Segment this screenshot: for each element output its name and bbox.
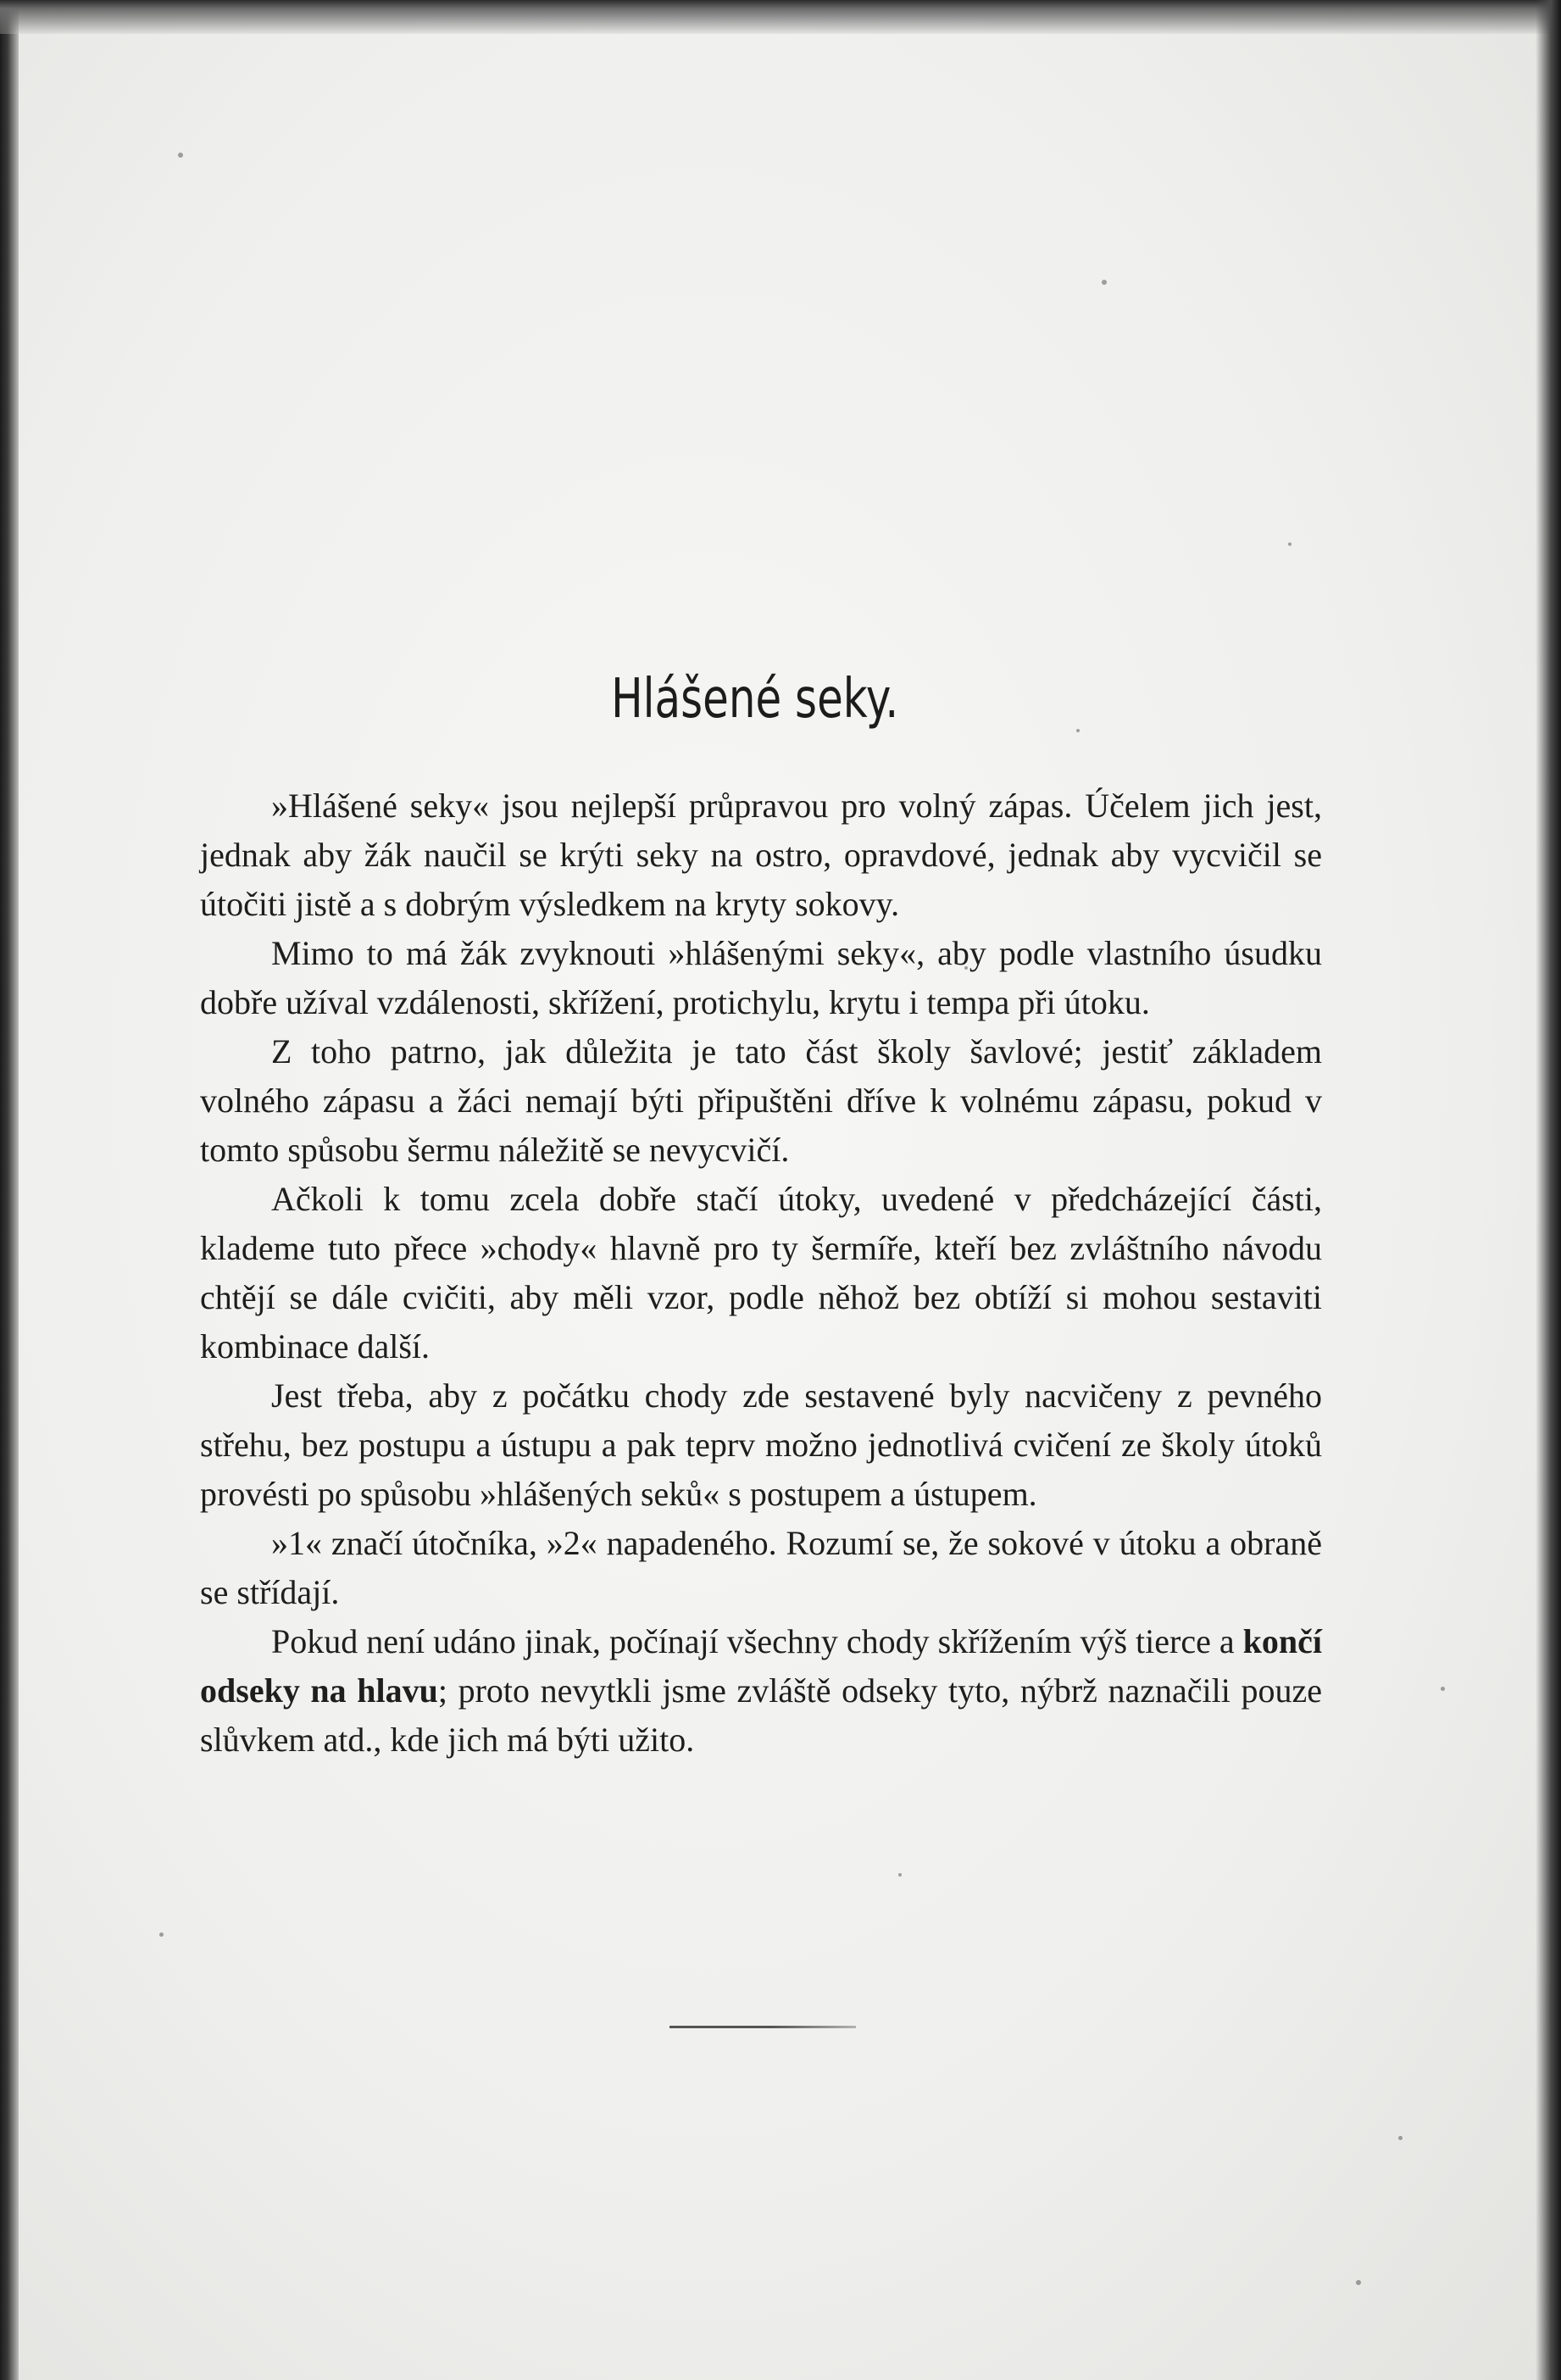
scan-speck [1288,542,1292,546]
scan-speck [898,1873,902,1877]
paragraph [200,929,1322,1027]
paragraph [200,1175,1322,1371]
scan-speck [1102,280,1107,285]
bold-text-segment: končí odseky na hlavu [200,1622,1322,1710]
page-top-edge-shadow [0,0,1561,34]
text-segment: »Hlášené seky« jsou nejlepší průpravou pro volný zápas. Účelem jich jest, jednak aby žák naučil se krýti seky na ostro, opravdové, jednak aby vycvičil se útočiti jistě a s dobrým výsledkem na kryty sokovy. [200,787,1322,923]
page-right-edge-shadow [1536,0,1561,2380]
text-segment: Jest třeba, aby z počátku chody zde sestavené byly nacvičeny z pevného střehu, bez postupu a ústupu a pak teprv možno jednotlivá cvičení ze školy útoků provésti po spůsobu »hlášených seků« s postupem a ústupem. [200,1376,1322,1513]
scan-speck [1441,1687,1445,1691]
text-segment: »1« značí útočníka, »2« napadeného. Rozumí se, že sokové v útoku a obraně se střídají. [200,1524,1322,1611]
scan-speck [178,153,183,158]
paragraph [200,1027,1322,1175]
paragraph [200,781,1322,929]
text-segment: Mimo to má žák zvyknouti »hlášenými seky«, aby podle vlastního úsudku dobře užíval vzdálenosti, skřížení, protichylu, krytu i tempa při útoku. [200,934,1322,1021]
text-segment: ; proto nevytkli jsme zvláště odseky tyto, nýbrž naznačili pouze slůvkem atd., kde jich má býti užito. [200,1671,1322,1759]
paragraph [200,1519,1322,1617]
scan-speck [1398,2136,1403,2140]
closing-rule [669,2026,856,2028]
page-title: Hlášené seky. [611,668,899,731]
text-segment: Ačkoli k tomu zcela dobře stačí útoky, uvedené v předcházející části, klademe tuto přece »chody« hlavně pro ty šermíře, kteří bez zvláštního návodu chtějí se dále cvičiti, aby měli vzor, podle něhož bez obtíží si mohou sestaviti kombinace další. [200,1180,1322,1365]
paragraph [200,1371,1322,1519]
page-left-edge-shadow [0,0,19,2380]
text-segment: Z toho patrno, jak důležita je tato část školy šavlové; jestiť základem volného zápasu a žáci nemají býti připuštěni dříve k volnému zápasu, pokud v tomto spůsobu šermu náležitě se nevycvičí. [200,1032,1322,1169]
text-segment: Pokud není udáno jinak, počínají všechny chody skřížením výš tierce a [271,1622,1243,1660]
scan-speck [159,1932,164,1937]
scan-speck [1356,2280,1361,2285]
body-text [200,781,1322,1765]
paragraph [200,1617,1322,1765]
